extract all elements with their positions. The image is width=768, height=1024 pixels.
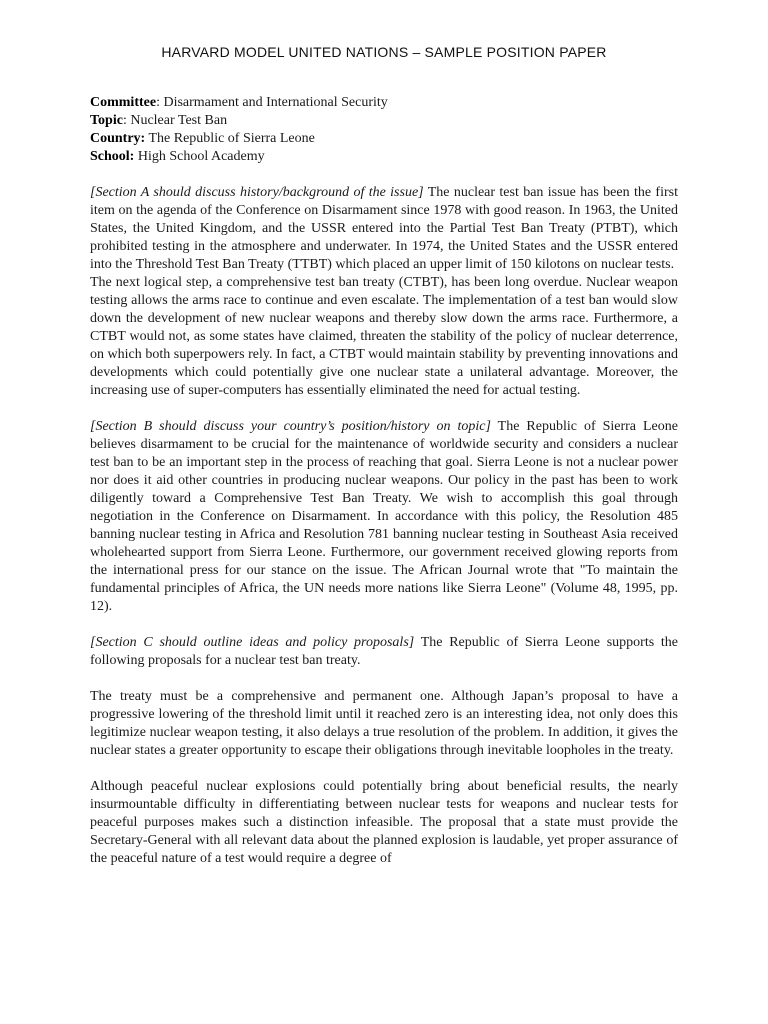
- section-c-paragraph-2: The treaty must be a comprehensive and permanent one. Although Japan’s proposal to have a progressive lowering of the threshold limit until it reached zero is an interesting idea, not only does this legitimize nuclear weapon testing, it also delays a true resolution of the problem. In addition, it gives the nuclear states a greater opportunity to escape their obligations through inevitable loopholes in the treaty.: [90, 689, 678, 758]
- country-value: The Republic of Sierra Leone: [145, 131, 315, 146]
- section-c-paragraph: [90, 634, 678, 670]
- page-title: HARVARD MODEL UNITED NATIONS – SAMPLE POSITION PAPER: [161, 44, 607, 60]
- section-a-label: [Section A should discuss history/background of the issue]: [90, 185, 424, 200]
- committee-sep: :: [156, 95, 164, 110]
- topic-row: [90, 112, 678, 130]
- topic-label: Topic: [90, 113, 123, 128]
- section-c-label: [Section C should outline ideas and policy proposals]: [90, 635, 415, 650]
- topic-sep: :: [122, 113, 131, 128]
- section-b-text: The Republic of Sierra Leone believes disarmament to be crucial for the maintenance of worldwide security and considers a nuclear test ban to be an important step in the process of reaching that goal. Sierra Leone is not a nuclear power nor does it aid other countries in producing nuclear weapons. Our policy in the past has been to work diligently toward a Comprehensive Test Ban Treaty. We wish to accomplish this goal through negotiation in the Conference on Disarmament. In accordance with this policy, the Resolution 485 banning nuclear testing in Africa and Resolution 781 banning nuclear testing in Southeast Asia received wholehearted support from Sierra Leone. Furthermore, our government received glowing reports from the international press for our stance on the issue. The African Journal wrote that "To maintain the fundamental principles of Africa, the UN needs more nations like Sierra Leone" (Volume 48, 1995, pp. 12).: [90, 419, 678, 614]
- committee-label: Committee: [90, 95, 157, 110]
- section-c-text: The Republic of Sierra Leone supports the following proposals for a nuclear test ban treaty.: [90, 635, 678, 668]
- school-value: High School Academy: [134, 149, 265, 164]
- topic-value: Nuclear Test Ban: [130, 113, 228, 128]
- country-row: [90, 130, 678, 148]
- school-row: [90, 148, 678, 166]
- committee-row: [90, 94, 678, 112]
- section-a-text: The nuclear test ban issue has been the first item on the agenda of the Conference on Disarmament since 1978 with good reason. In 1963, the United States, the United Kingdom, and the USSR entered into the Partial Test Ban Treaty (PTBT), which prohibited testing in the atmosphere and underwater. In 1974, the United States and the USSR entered into the Threshold Test Ban Treaty (TTBT) which placed an upper limit of 150 kilotons on nuclear tests.: [90, 185, 678, 272]
- section-c-paragraph-3: Although peaceful nuclear explosions could potentially bring about beneficial results, the nearly insurmountable difficulty in differentiating between nuclear tests for weapons and nuclear tests for peaceful purposes makes such a distinction infeasible. The proposal that a state must provide the Secretary-General with all relevant data about the planned explosion is laudable, yet proper assurance of the peaceful nature of a test would require a degree of: [90, 779, 678, 866]
- committee-value: Disarmament and International Security: [163, 95, 388, 110]
- section-b-label: [Section B should discuss your country’s position/history on topic]: [90, 419, 491, 434]
- section-b-paragraph: [90, 418, 678, 616]
- school-label: School:: [90, 149, 135, 164]
- section-a-paragraph: [90, 184, 678, 274]
- section-a-paragraph-2: The next logical step, a comprehensive test ban treaty (CTBT), has been long overdue. Nuclear weapon testing allows the arms race to continue and even escalate. The implementation of a test ban would slow down the development of new nuclear weapons and thereby slow down the arms race. Furthermore, a CTBT would not, as some states have claimed, threaten the stability of the policy of nuclear deterrence, on which both superpowers rely. In fact, a CTBT would maintain stability by preventing innovations and developments which could potentially give one nuclear state a unilateral advantage. Moreover, the increasing use of super-computers has essentially eliminated the need for actual testing.: [90, 275, 678, 398]
- paper-metadata: [90, 94, 678, 166]
- country-label: Country:: [90, 131, 146, 146]
